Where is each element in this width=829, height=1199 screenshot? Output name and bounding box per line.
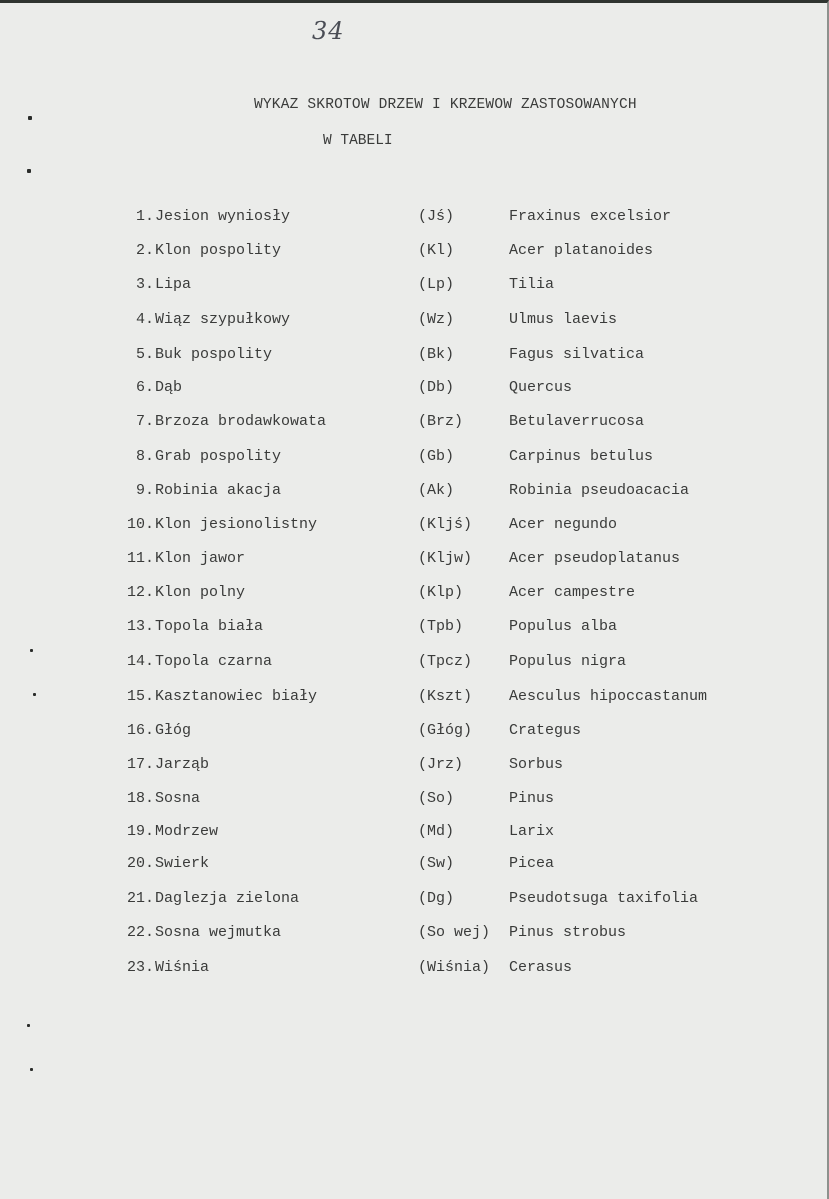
entry-number: 10.: [126, 516, 154, 533]
entry-polish-name: Sosna wejmutka: [155, 924, 282, 941]
document-title: WYKAZ SKROTOW DRZEW I KRZEWOW ZASTOSOWANYCH: [254, 97, 637, 113]
entry-abbreviation: (Głóg): [418, 722, 473, 739]
margin-punch-mark: [28, 116, 32, 120]
list-item: [0, 346, 829, 366]
entry-latin-name: Cerasus: [509, 959, 573, 976]
entry-polish-name: Głóg: [155, 722, 192, 739]
list-item: [0, 448, 829, 468]
list-item: [0, 924, 829, 944]
entry-polish-name: Jesion wyniosły: [155, 208, 291, 225]
entry-number: 20.: [126, 855, 154, 872]
entry-number: 16.: [126, 722, 154, 739]
list-item: [0, 482, 829, 502]
entry-number: 4.: [135, 311, 154, 328]
entry-abbreviation: (Db): [418, 379, 455, 396]
entry-abbreviation: (Wiśnia): [418, 959, 491, 976]
margin-punch-mark: [30, 649, 33, 652]
entry-number: 13.: [126, 618, 154, 635]
entry-number: 5.: [135, 346, 154, 363]
entry-polish-name: Klon jesionolistny: [155, 516, 318, 533]
entry-abbreviation: (Gb): [418, 448, 455, 465]
list-item: [0, 823, 829, 843]
entry-polish-name: Grab pospolity: [155, 448, 282, 465]
entry-polish-name: Lipa: [155, 276, 192, 293]
entry-latin-name: Pseudotsuga taxifolia: [509, 890, 699, 907]
entry-latin-name: Betulaverrucosa: [509, 413, 645, 430]
entry-abbreviation: (Wz): [418, 311, 455, 328]
entry-abbreviation: (Kl): [418, 242, 455, 259]
entry-abbreviation: (Klp): [418, 584, 464, 601]
entry-polish-name: Klon pospolity: [155, 242, 282, 259]
entry-number: 9.: [135, 482, 154, 499]
list-item: [0, 890, 829, 910]
entry-number: 18.: [126, 790, 154, 807]
list-item: [0, 653, 829, 673]
entry-latin-name: Acer platanoides: [509, 242, 654, 259]
entry-latin-name: Pinus: [509, 790, 555, 807]
entry-number: 11.: [126, 550, 154, 567]
entry-abbreviation: (Md): [418, 823, 455, 840]
list-item: [0, 311, 829, 331]
entry-abbreviation: (Tpb): [418, 618, 464, 635]
list-item: [0, 242, 829, 262]
entry-latin-name: Quercus: [509, 379, 573, 396]
entry-number: 2.: [135, 242, 154, 259]
entry-polish-name: Daglezja zielona: [155, 890, 300, 907]
entry-abbreviation: (Jrz): [418, 756, 464, 773]
entry-polish-name: Topola biała: [155, 618, 264, 635]
margin-punch-mark: [27, 169, 31, 173]
entry-polish-name: Dąb: [155, 379, 183, 396]
margin-punch-mark: [30, 1068, 33, 1071]
entry-abbreviation: (Lp): [418, 276, 455, 293]
entry-abbreviation: (Bk): [418, 346, 455, 363]
entry-number: 22.: [126, 924, 154, 941]
handwritten-page-number: 34: [312, 17, 345, 45]
list-item: [0, 413, 829, 433]
list-item: [0, 855, 829, 875]
entry-polish-name: Kasztanowiec biały: [155, 688, 318, 705]
entry-number: 21.: [126, 890, 154, 907]
entry-latin-name: Acer negundo: [509, 516, 618, 533]
entry-polish-name: Klon polny: [155, 584, 246, 601]
entry-polish-name: Wiąz szypułkowy: [155, 311, 291, 328]
entry-latin-name: Fagus silvatica: [509, 346, 645, 363]
entry-number: 1.: [135, 208, 154, 225]
list-item: [0, 379, 829, 399]
entry-abbreviation: (Kszt): [418, 688, 473, 705]
entry-abbreviation: (So wej): [418, 924, 491, 941]
entry-polish-name: Sosna: [155, 790, 201, 807]
entry-latin-name: Crategus: [509, 722, 582, 739]
entry-latin-name: Fraxinus excelsior: [509, 208, 672, 225]
entry-abbreviation: (Sw): [418, 855, 455, 872]
entry-latin-name: Carpinus betulus: [509, 448, 654, 465]
entry-latin-name: Populus alba: [509, 618, 618, 635]
entry-latin-name: Populus nigra: [509, 653, 627, 670]
list-item: [0, 618, 829, 638]
entry-polish-name: Robinia akacja: [155, 482, 282, 499]
entry-polish-name: Klon jawor: [155, 550, 246, 567]
entry-abbreviation: (Kljw): [418, 550, 473, 567]
entry-number: 14.: [126, 653, 154, 670]
entry-number: 15.: [126, 688, 154, 705]
entry-latin-name: Tilia: [509, 276, 555, 293]
list-item: [0, 550, 829, 570]
list-item: [0, 276, 829, 296]
entry-number: 23.: [126, 959, 154, 976]
entry-polish-name: Jarząb: [155, 756, 210, 773]
entry-number: 17.: [126, 756, 154, 773]
entry-number: 12.: [126, 584, 154, 601]
entry-abbreviation: (Jś): [418, 208, 455, 225]
margin-punch-mark: [27, 1024, 30, 1027]
entry-latin-name: Sorbus: [509, 756, 564, 773]
entry-latin-name: Ulmus laevis: [509, 311, 618, 328]
entry-latin-name: Acer pseudoplatanus: [509, 550, 681, 567]
entry-number: 3.: [135, 276, 154, 293]
entry-latin-name: Aesculus hipoccastanum: [509, 688, 708, 705]
list-item: [0, 790, 829, 810]
entry-abbreviation: (Ak): [418, 482, 455, 499]
entry-latin-name: Robinia pseudoacacia: [509, 482, 690, 499]
entry-polish-name: Brzoza brodawkowata: [155, 413, 327, 430]
entry-latin-name: Acer campestre: [509, 584, 636, 601]
entry-abbreviation: (Kljś): [418, 516, 473, 533]
entry-polish-name: Swierk: [155, 855, 210, 872]
list-item: [0, 584, 829, 604]
entry-polish-name: Buk pospolity: [155, 346, 273, 363]
entry-latin-name: Pinus strobus: [509, 924, 627, 941]
entry-polish-name: Wiśnia: [155, 959, 210, 976]
list-item: [0, 959, 829, 979]
entry-number: 8.: [135, 448, 154, 465]
list-item: [0, 516, 829, 536]
entry-number: 6.: [135, 379, 154, 396]
list-item: [0, 688, 829, 708]
document-subtitle: W TABELI: [323, 133, 393, 149]
entry-abbreviation: (Tpcz): [418, 653, 473, 670]
entry-number: 7.: [135, 413, 154, 430]
entry-abbreviation: (Dg): [418, 890, 455, 907]
entry-abbreviation: (Brz): [418, 413, 464, 430]
entry-polish-name: Modrzew: [155, 823, 219, 840]
entry-number: 19.: [126, 823, 154, 840]
list-item: [0, 722, 829, 742]
list-item: [0, 208, 829, 228]
entry-latin-name: Picea: [509, 855, 555, 872]
entry-polish-name: Topola czarna: [155, 653, 273, 670]
entry-abbreviation: (So): [418, 790, 455, 807]
entry-latin-name: Larix: [509, 823, 555, 840]
list-item: [0, 756, 829, 776]
